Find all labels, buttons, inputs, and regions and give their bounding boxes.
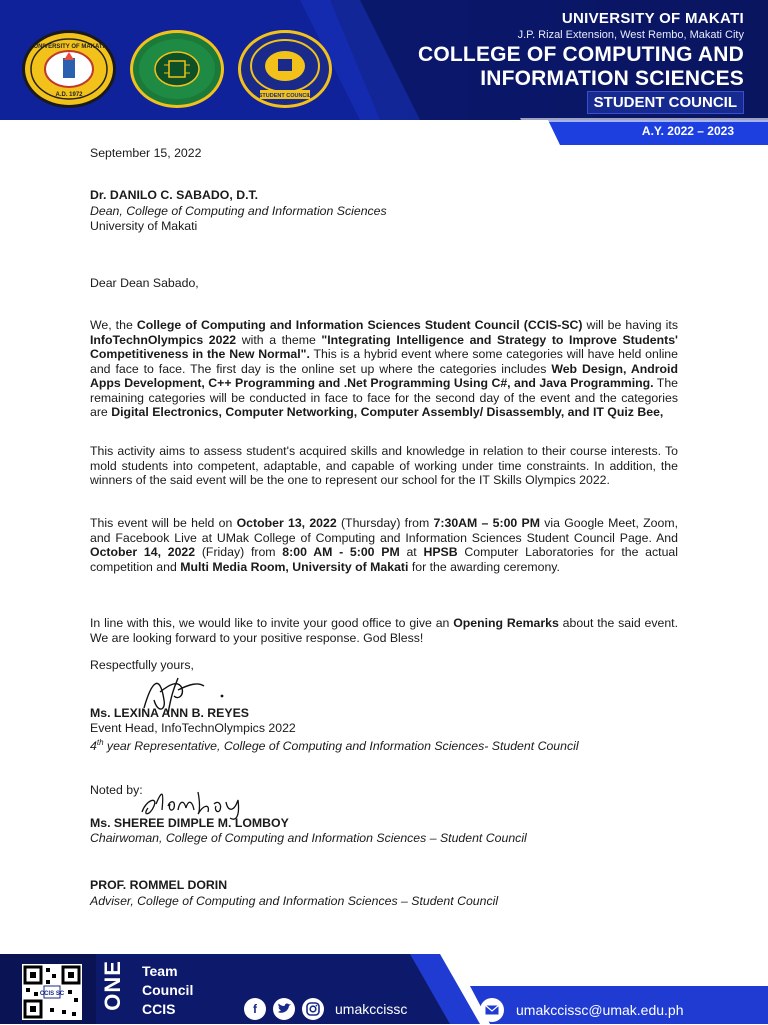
- letter-date: September 15, 2022: [90, 146, 202, 160]
- signer2-name: Ms. SHEREE DIMPLE M. LOMBOY: [90, 816, 289, 830]
- recipient-title: Dean, College of Computing and Information Sciences: [90, 204, 387, 218]
- recipient-name: Dr. DANILO C. SABADO, D.T.: [90, 188, 259, 202]
- recipient-organization: University of Makati: [90, 219, 198, 233]
- signer3-role: Adviser, College of Computing and Information Sciences – Student Council: [90, 894, 499, 908]
- academic-year: A.Y. 2022 – 2023: [641, 124, 734, 138]
- paragraph-activity-aims: This activity aims to assess student's acquired skills and knowledge in relation to their course interests. To mold students into competent, adaptable, and capable of working under time constraints. In addition, the winners of the said event will be the one to represent our school for the IT Skills Olympics 2022.: [90, 444, 678, 487]
- signer1-description: 4th year Representative, College of Computing and Information Sciences- Student Council: [90, 738, 579, 754]
- svg-text:UNIVERSITY OF MAKATI: UNIVERSITY OF MAKATI: [33, 44, 105, 50]
- ccis-seal-icon: [130, 30, 224, 108]
- social-handle[interactable]: umakccissc: [335, 1001, 408, 1017]
- footer-one-text: ONE: [100, 960, 125, 1011]
- university-address: J.P. Rizal Extension, West Rembo, Makati City: [517, 29, 744, 41]
- paragraph-event-overview: We, the College of Computing and Information Sciences Student Council (CCIS-SC) will be having its InfoTechnOlympics 2022 with a theme "Integrating Intelligence and Strategy to Improve Students' Competitiveness in the New Normal". This is a hybrid event where some categories will have held online and face to face. The first day is the online set up where the categories includes Web Design, Android Apps Development, C++ Programming and .Net Programming Using C#, and Java Programming. The remaining categories will be conducted in face to face for the second day of the event and the categories are Digital Electronics, Computer Networking, Computer Assembly/ Disassembly, and IT Quiz Bee,: [90, 318, 678, 419]
- signer1-name: Ms. LEXINA ANN B. REYES: [90, 706, 249, 720]
- instagram-icon[interactable]: [302, 998, 324, 1020]
- signer3-name: PROF. ROMMEL DORIN: [90, 878, 228, 892]
- team-line: Council: [142, 982, 194, 998]
- footer-team-council: [142, 962, 193, 1019]
- signer1-role: Event Head, InfoTechnOlympics 2022: [90, 721, 296, 735]
- letterhead: [0, 0, 768, 145]
- paragraph-event-schedule: This event will be held on October 13, 2022 (Thursday) from 7:30AM – 5:00 PM via Google Meet, Zoom, and Facebook Live at UMak College of Computing and Information Sciences Student Council Page. And October 14, 2022 (Friday) from 8:00 AM - 5:00 PM at HPSB Computer Laboratories for the actual competition and Multi Media Room, University of Makati for the awarding ceremony.: [90, 516, 678, 574]
- mail-icon: [480, 998, 504, 1022]
- university-seal-icon: [22, 30, 116, 108]
- qr-label: CCIS SC: [39, 991, 65, 997]
- college-name-line2: INFORMATION SCIENCES: [480, 67, 744, 90]
- email-address[interactable]: umakccissc@umak.edu.ph: [516, 1002, 684, 1018]
- qr-code-icon: [22, 964, 82, 1020]
- svg-text:STUDENT COUNCIL: STUDENT COUNCIL: [258, 93, 312, 99]
- college-name-line1: COLLEGE OF COMPUTING AND: [417, 43, 744, 66]
- svg-text:A.D. 1972: A.D. 1972: [55, 92, 83, 98]
- salutation: Dear Dean Sabado,: [90, 276, 199, 290]
- facebook-icon[interactable]: f: [244, 998, 266, 1020]
- social-links: [244, 998, 407, 1020]
- university-name: UNIVERSITY OF MAKATI: [561, 10, 744, 27]
- student-council-badge: STUDENT COUNCIL: [587, 91, 744, 114]
- paragraph-invitation: In line with this, we would like to invite your good office to give an Opening Remarks about the said event. We are looking forward to your positive response. God Bless!: [90, 616, 678, 645]
- contact-email[interactable]: [480, 998, 684, 1022]
- noted-by: Noted by:: [90, 783, 143, 797]
- closing: Respectfully yours,: [90, 658, 194, 672]
- signer2-role: Chairwoman, College of Computing and Information Sciences – Student Council: [90, 831, 527, 845]
- team-line: CCIS: [142, 1001, 176, 1017]
- student-council-seal-icon: [238, 30, 332, 108]
- team-line: Team: [142, 963, 178, 979]
- twitter-icon[interactable]: [273, 998, 295, 1020]
